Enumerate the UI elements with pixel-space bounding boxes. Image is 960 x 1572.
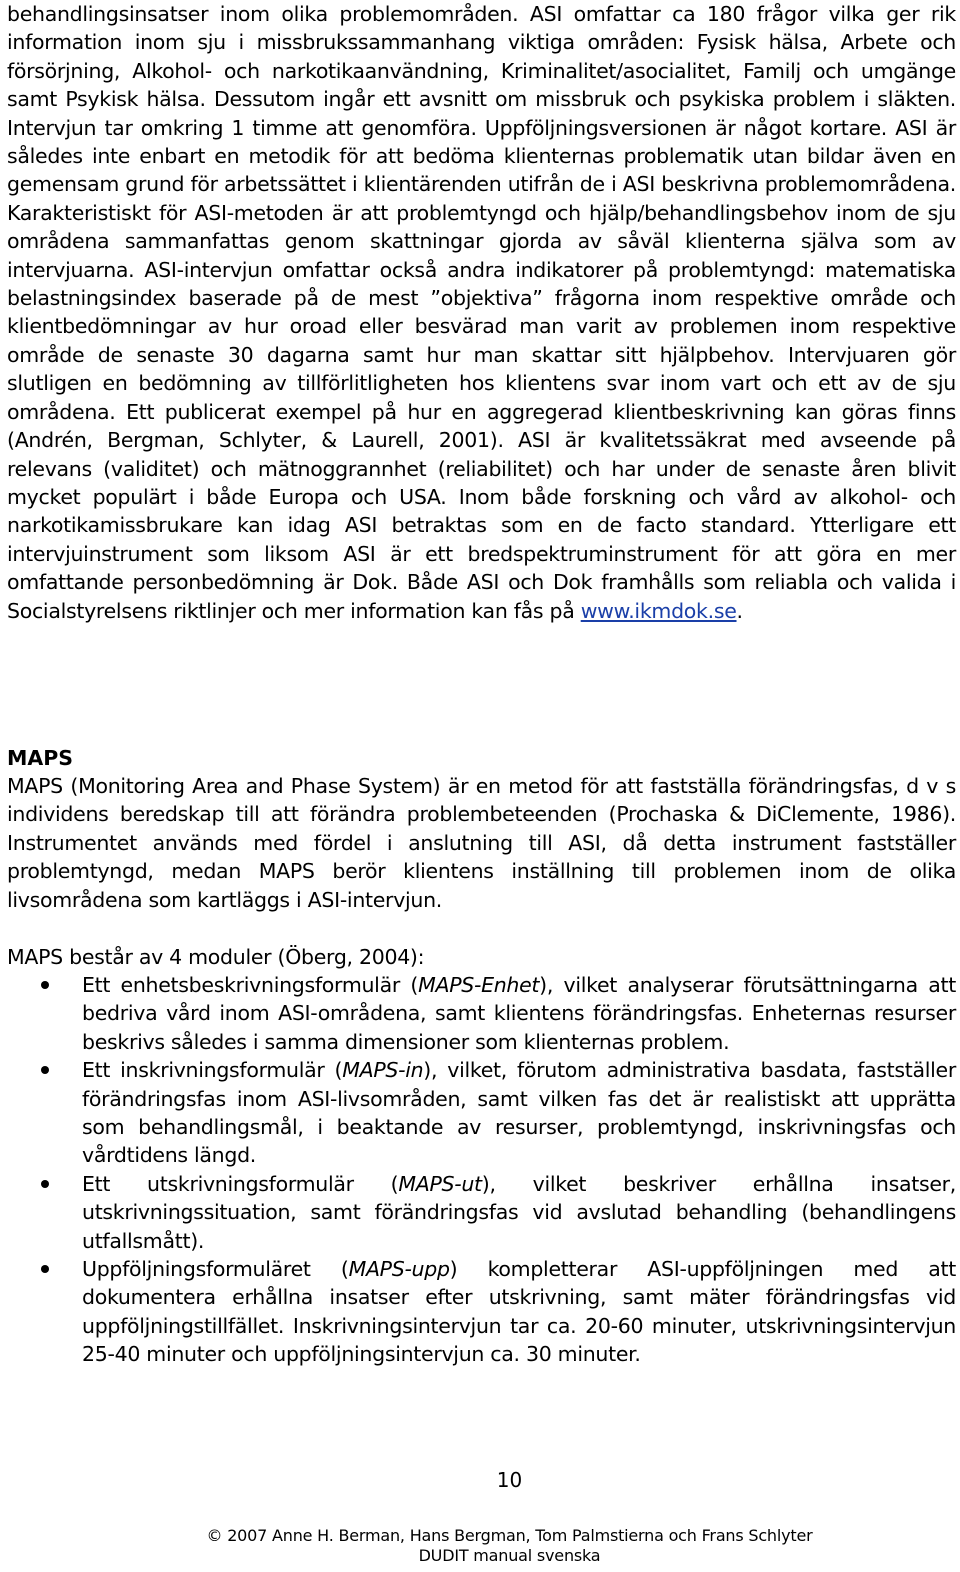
list-item <box>7 1255 956 1369</box>
module-text-before: Ett inskrivningsformulär ( <box>82 1058 343 1083</box>
module-text-before: Ett enhetsbeskrivningsformulär ( <box>82 973 419 997</box>
module-text-after: ) kompletterar ASI-uppföljningen med att dokumentera erhållna insatser efter utskrivning, samt mäter förändringsfas vid uppföljningstillfället. Inskrivningsintervjun tar ca. 20-60 minuter, utskrivningsintervjun 25-40 minuter och uppföljningsintervjun ca. 30 minuter. <box>82 1257 957 1367</box>
module-name: MAPS-ut <box>398 1171 482 1196</box>
bullet-icon <box>41 981 49 989</box>
page-number: 10 <box>496 1468 523 1492</box>
bullet-icon <box>41 1066 49 1074</box>
footer-authors: 2007 Anne H. Berman, Hans Bergman, Tom Palmstierna och Frans Schlyter <box>222 1526 813 1545</box>
module-text-before: Uppföljningsformuläret ( <box>82 1257 349 1282</box>
module-text-after: ), vilket, förutom administrativa basdata, fastställer förändringsfas inom ASI-livsområden, samt vilken fas det är realistiskt att upprätta som behandlingsmål, i beaktande av resurser, problemtyngd, inskrivningsfas och vårdtidens längd. <box>82 1058 956 1168</box>
footer-copyright-line <box>7 1526 960 1546</box>
list-item <box>7 1170 956 1255</box>
maps-modules-intro: MAPS består av 4 moduler (Öberg, 2004): <box>7 945 425 969</box>
maps-modules-list <box>7 971 956 1369</box>
module-name: MAPS-Enhet <box>418 973 540 997</box>
intro-paragraph <box>7 0 956 625</box>
list-item <box>7 1056 956 1170</box>
intro-paragraph-text: behandlingsinsatser inom olika problemområden. ASI omfattar ca 180 frågor vilka ger rik information inom sju i missbrukssammanhang viktiga områden: Fysisk hälsa, Arbete och försörjning, Alkohol- och narkotikaanvändning, Kriminalitet/asocialitet, Familj och umgänge samt Psykisk hälsa. Dessutom ingår ett avsnitt om missbruk och psykiska problem i släkten. Intervjun tar omkring 1 timme att genomföra. Uppföljningsversionen är något kortare. ASI är således inte enbart en metodik för att bedöma klienternas problematik utan bildar även en gemensam grund för arbetssättet i klientärenden utifrån de i ASI beskrivna problemområdena. Karakteristiskt för ASI-metoden är att problemtyngd och hjälp/behandlingsbehov inom de sju områdena sammanfattas genom skattningar gjorda av såväl klienterna själva som av intervjuarna. ASI-intervjun omfattar också andra indikatorer på problemtyngd: matematiska belastningsindex baserade på de mest ”objektiva” frågorna inom respektive område och klientbedömningar av hur oroad eller besvärad man varit av problemen inom respektive område de senaste 30 dagarna samt hur man skattar sitt hjälpbehov. Intervjuaren gör slutligen en bedömning av tillförlitligheten hos klientens svar inom vart och ett av de sju områdena. Ett publicerat exempel på hur en aggregerad klientbeskrivning kan göras finns (Andrén, Bergman, Schlyter, & Laurell, 2001). ASI är kvalitetssäkrat med avseende på relevans (validitet) och mätnoggrannhet (reliabilitet) och har under de senaste åren blivit mycket populärt i både Europa och USA. Inom både forskning och vård av alkohol- och narkotikamissbrukare kan idag ASI betraktas som en de facto standard. Ytterligare ett intervjuinstrument som liksom ASI är ett bredspektruminstrument för att göra en mer omfattande personbedömning är Dok. Både ASI och Dok framhålls som reliabla och valida i Socialstyrelsens riktlinjer och mer information kan fås på <box>7 2 956 623</box>
intro-paragraph-end: . <box>736 598 743 623</box>
ikmdok-link[interactable]: www.ikmdok.se <box>580 598 737 623</box>
module-name: MAPS-upp <box>348 1257 450 1282</box>
module-text-after: ), vilket analyserar förutsättningarna att bedriva vård inom ASI-områdena, samt klientens förändringsfas. Enheternas resurser beskrivs således i samma dimensioner som klienternas problem. <box>82 973 956 1054</box>
module-text-after: ), vilket beskriver erhållna insatser, utskrivningssituation, samt förändringsfas vid avslutad behandling (behandlingens utfallsmått). <box>82 1171 956 1253</box>
footer-document-title: DUDIT manual svenska <box>418 1546 601 1565</box>
module-name: MAPS-in <box>342 1058 424 1083</box>
section-heading-maps: MAPS <box>7 746 74 770</box>
list-item <box>7 971 956 1056</box>
bullet-icon <box>41 1265 49 1273</box>
bullet-icon <box>41 1180 49 1188</box>
maps-description: MAPS (Monitoring Area and Phase System) är en metod för att fastställa förändringsfas, d v s individens beredskap till att förändra problembeteenden (Prochaska & DiClemente, 1986). Instrumentet används med fördel i anslutning till ASI, då detta instrument fastställer problemtyngd, medan MAPS berör klientens inställning till problemen inom de olika livsområdena som kartläggs i ASI-intervjun. <box>7 774 956 912</box>
module-text-before: Ett utskrivningsformulär ( <box>82 1171 399 1196</box>
copyright-icon: © <box>206 1526 223 1545</box>
document-page <box>7 0 956 1572</box>
page-footer <box>7 1526 960 1566</box>
